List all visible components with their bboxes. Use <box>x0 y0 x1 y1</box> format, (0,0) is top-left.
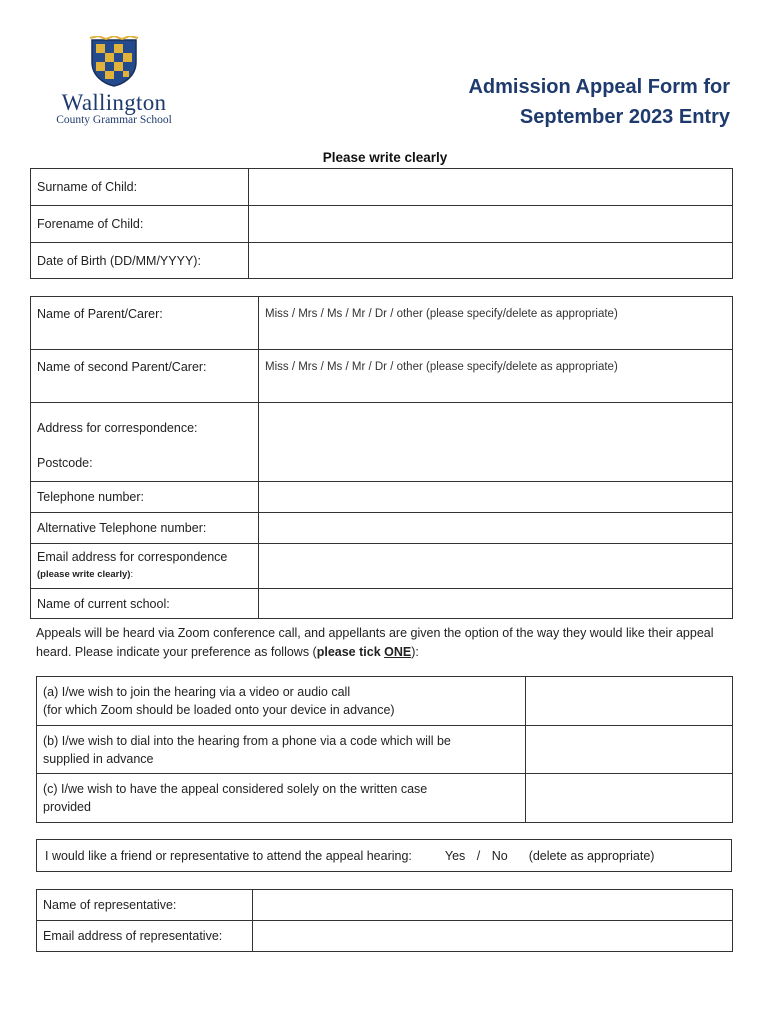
email-label: Email address for correspondence <box>37 550 228 564</box>
representative-attend-table <box>36 839 732 872</box>
school-crest-icon <box>88 36 140 88</box>
surname-label: Surname of Child: <box>31 169 249 206</box>
delete-as-appropriate-note: (delete as appropriate) <box>528 848 655 863</box>
email-label-cell <box>31 544 259 589</box>
parent1-field[interactable] <box>259 297 733 350</box>
table-row <box>31 206 733 243</box>
option-b-tickbox[interactable] <box>526 726 733 774</box>
representative-attend-label: I would like a friend or representative to attend the appeal hearing: <box>45 848 412 863</box>
child-details-table <box>30 168 733 279</box>
forename-field[interactable] <box>249 206 733 243</box>
parent1-label: Name of Parent/Carer: <box>31 297 259 350</box>
option-a-line1: (a) I/we wish to join the hearing via a video or audio call <box>43 685 351 699</box>
address-label-cell <box>31 403 259 482</box>
hearing-options-table <box>36 676 733 823</box>
parent1-title-options: Miss / Mrs / Ms / Mr / Dr / other (please specify/delete as appropriate) <box>265 308 618 320</box>
parent2-title-options: Miss / Mrs / Ms / Mr / Dr / other (please specify/delete as appropriate) <box>265 361 618 373</box>
option-c-cell <box>37 774 526 823</box>
attend-separator: / <box>476 848 481 863</box>
representative-details-table <box>36 889 733 952</box>
representative-name-field[interactable] <box>253 890 733 921</box>
option-a-cell <box>37 677 526 726</box>
table-row <box>31 513 733 544</box>
form-title-line2: September 2023 Entry <box>519 106 730 128</box>
phone-field[interactable] <box>259 482 733 513</box>
postcode-label: Postcode: <box>37 456 93 470</box>
instruction-heading: Please write clearly <box>322 150 448 165</box>
hearing-instructions <box>36 624 736 662</box>
address-label: Address for correspondence: <box>37 421 198 435</box>
school-name: Wallington <box>61 90 167 115</box>
option-b-line1: (b) I/we wish to dial into the hearing from a phone via a code which will be <box>43 733 451 748</box>
dob-label: Date of Birth (DD/MM/YYYY): <box>31 243 249 279</box>
table-row <box>31 403 733 482</box>
table-row <box>37 921 733 952</box>
alt-phone-label: Alternative Telephone number: <box>31 513 259 544</box>
alt-phone-field[interactable] <box>259 513 733 544</box>
form-title-line1: Admission Appeal Form for <box>468 76 730 98</box>
representative-attend-cell <box>37 840 732 872</box>
option-a-tickbox[interactable] <box>526 677 733 726</box>
table-row <box>37 726 733 774</box>
table-row <box>31 243 733 279</box>
form-title <box>400 72 730 132</box>
current-school-label: Name of current school: <box>31 589 259 619</box>
table-row <box>31 297 733 350</box>
hearing-intro-end: ): <box>411 645 419 659</box>
representative-name-label: Name of representative: <box>37 890 253 921</box>
attend-no[interactable]: No <box>491 848 508 863</box>
option-c-line2: provided <box>43 800 91 814</box>
hearing-tick-one: ONE <box>384 645 412 659</box>
table-row <box>31 589 733 619</box>
parent-details-table <box>30 296 733 619</box>
option-a-line2: (for which Zoom should be loaded onto your device in advance) <box>43 703 395 717</box>
current-school-field[interactable] <box>259 589 733 619</box>
dob-field[interactable] <box>249 243 733 279</box>
option-b-line2: supplied in advance <box>43 751 154 766</box>
table-row <box>37 890 733 921</box>
school-subtitle: County Grammar School <box>56 114 172 126</box>
email-colon: : <box>130 569 134 580</box>
table-row <box>37 774 733 823</box>
school-logo <box>44 36 184 126</box>
hearing-intro: Appeals will be heard via Zoom conference call, and appellants are given the option of the way they would like their appeal heard. Please indicate your preference as follows ( <box>36 626 714 659</box>
address-field[interactable] <box>259 403 733 482</box>
table-row <box>37 840 732 872</box>
parent2-field[interactable] <box>259 350 733 403</box>
attend-yes[interactable]: Yes <box>444 848 466 863</box>
email-note: (please write clearly) <box>37 569 131 580</box>
surname-field[interactable] <box>249 169 733 206</box>
table-row <box>37 677 733 726</box>
phone-label: Telephone number: <box>31 482 259 513</box>
table-row <box>31 482 733 513</box>
option-b-cell <box>37 726 526 774</box>
table-row <box>31 544 733 589</box>
option-c-line1: (c) I/we wish to have the appeal considered solely on the written case <box>43 782 428 796</box>
table-row <box>31 350 733 403</box>
parent2-label: Name of second Parent/Carer: <box>31 350 259 403</box>
hearing-tick-instruction: please tick <box>316 645 385 659</box>
representative-email-field[interactable] <box>253 921 733 952</box>
option-c-tickbox[interactable] <box>526 774 733 823</box>
table-row <box>31 169 733 206</box>
representative-email-label: Email address of representative: <box>37 921 253 952</box>
email-field[interactable] <box>259 544 733 589</box>
forename-label: Forename of Child: <box>31 206 249 243</box>
